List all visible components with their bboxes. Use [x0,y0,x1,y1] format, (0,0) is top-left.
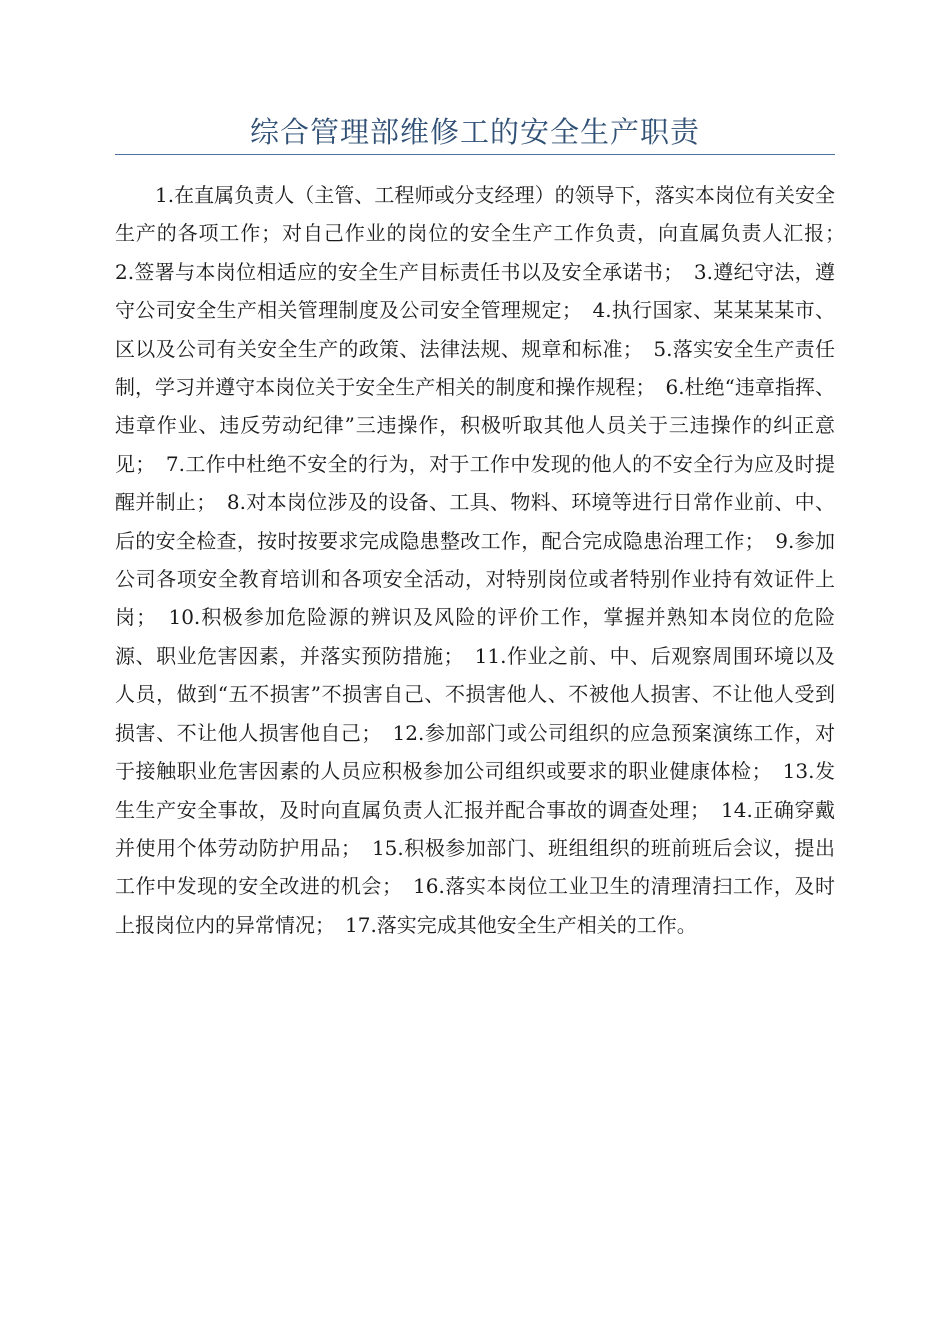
responsibilities-paragraph: 1.在直属负责人（主管、工程师或分支经理）的领导下，落实本岗位有关安全生产的各项工作；对自己作业的岗位的安全生产工作负责，向直属负责人汇报； 2.签署与本岗位相适应的安全生产目标责任书以及安全承诺书； 3.遵纪守法，遵守公司安全生产相关管理制度及公司安全管理规定； 4.执行国家、某某某某市、区以及公司有关安全生产的政策、法律法规、规章和标准； 5.落实安全生产责任制，学习并遵守本岗位关于安全生产相关的制度和操作规程； 6.杜绝“违章指挥、违章作业、违反劳动纪律”三违操作，积极听取其他人员关于三违操作的纠正意见； 7.工作中杜绝不安全的行为，对于工作中发现的他人的不安全行为应及时提醒并制止； 8.对本岗位涉及的设备、工具、物料、环境等进行日常作业前、中、后的安全检查，按时按要求完成隐患整改工作，配合完成隐患治理工作； 9.参加公司各项安全教育培训和各项安全活动，对特别岗位或者特别作业持有效证件上岗； 10.积极参加危险源的辨识及风险的评价工作，掌握并熟知本岗位的危险源、职业危害因素，并落实预防措施； 11.作业之前、中、后观察周围环境以及人员，做到“五不损害”不损害自己、不损害他人、不被他人损害、不让他人受到损害、不让他人损害他自己； 12.参加部门或公司组织的应急预案演练工作，对于接触职业危害因素的人员应积极参加公司组织或要求的职业健康体检； 13.发生生产安全事故，及时向直属负责人汇报并配合事故的调查处理； 14.正确穿戴并使用个体劳动防护用品； 15.积极参加部门、班组组织的班前班后会议，提出工作中发现的安全改进的机会； 16.落实本岗位工业卫生的清理清扫工作，及时上报岗位内的异常情况； 17.落实完成其他安全生产相关的工作。 [115,183,855,937]
document-title: 综合管理部维修工的安全生产职责 [249,115,700,149]
title-underline [115,154,835,155]
